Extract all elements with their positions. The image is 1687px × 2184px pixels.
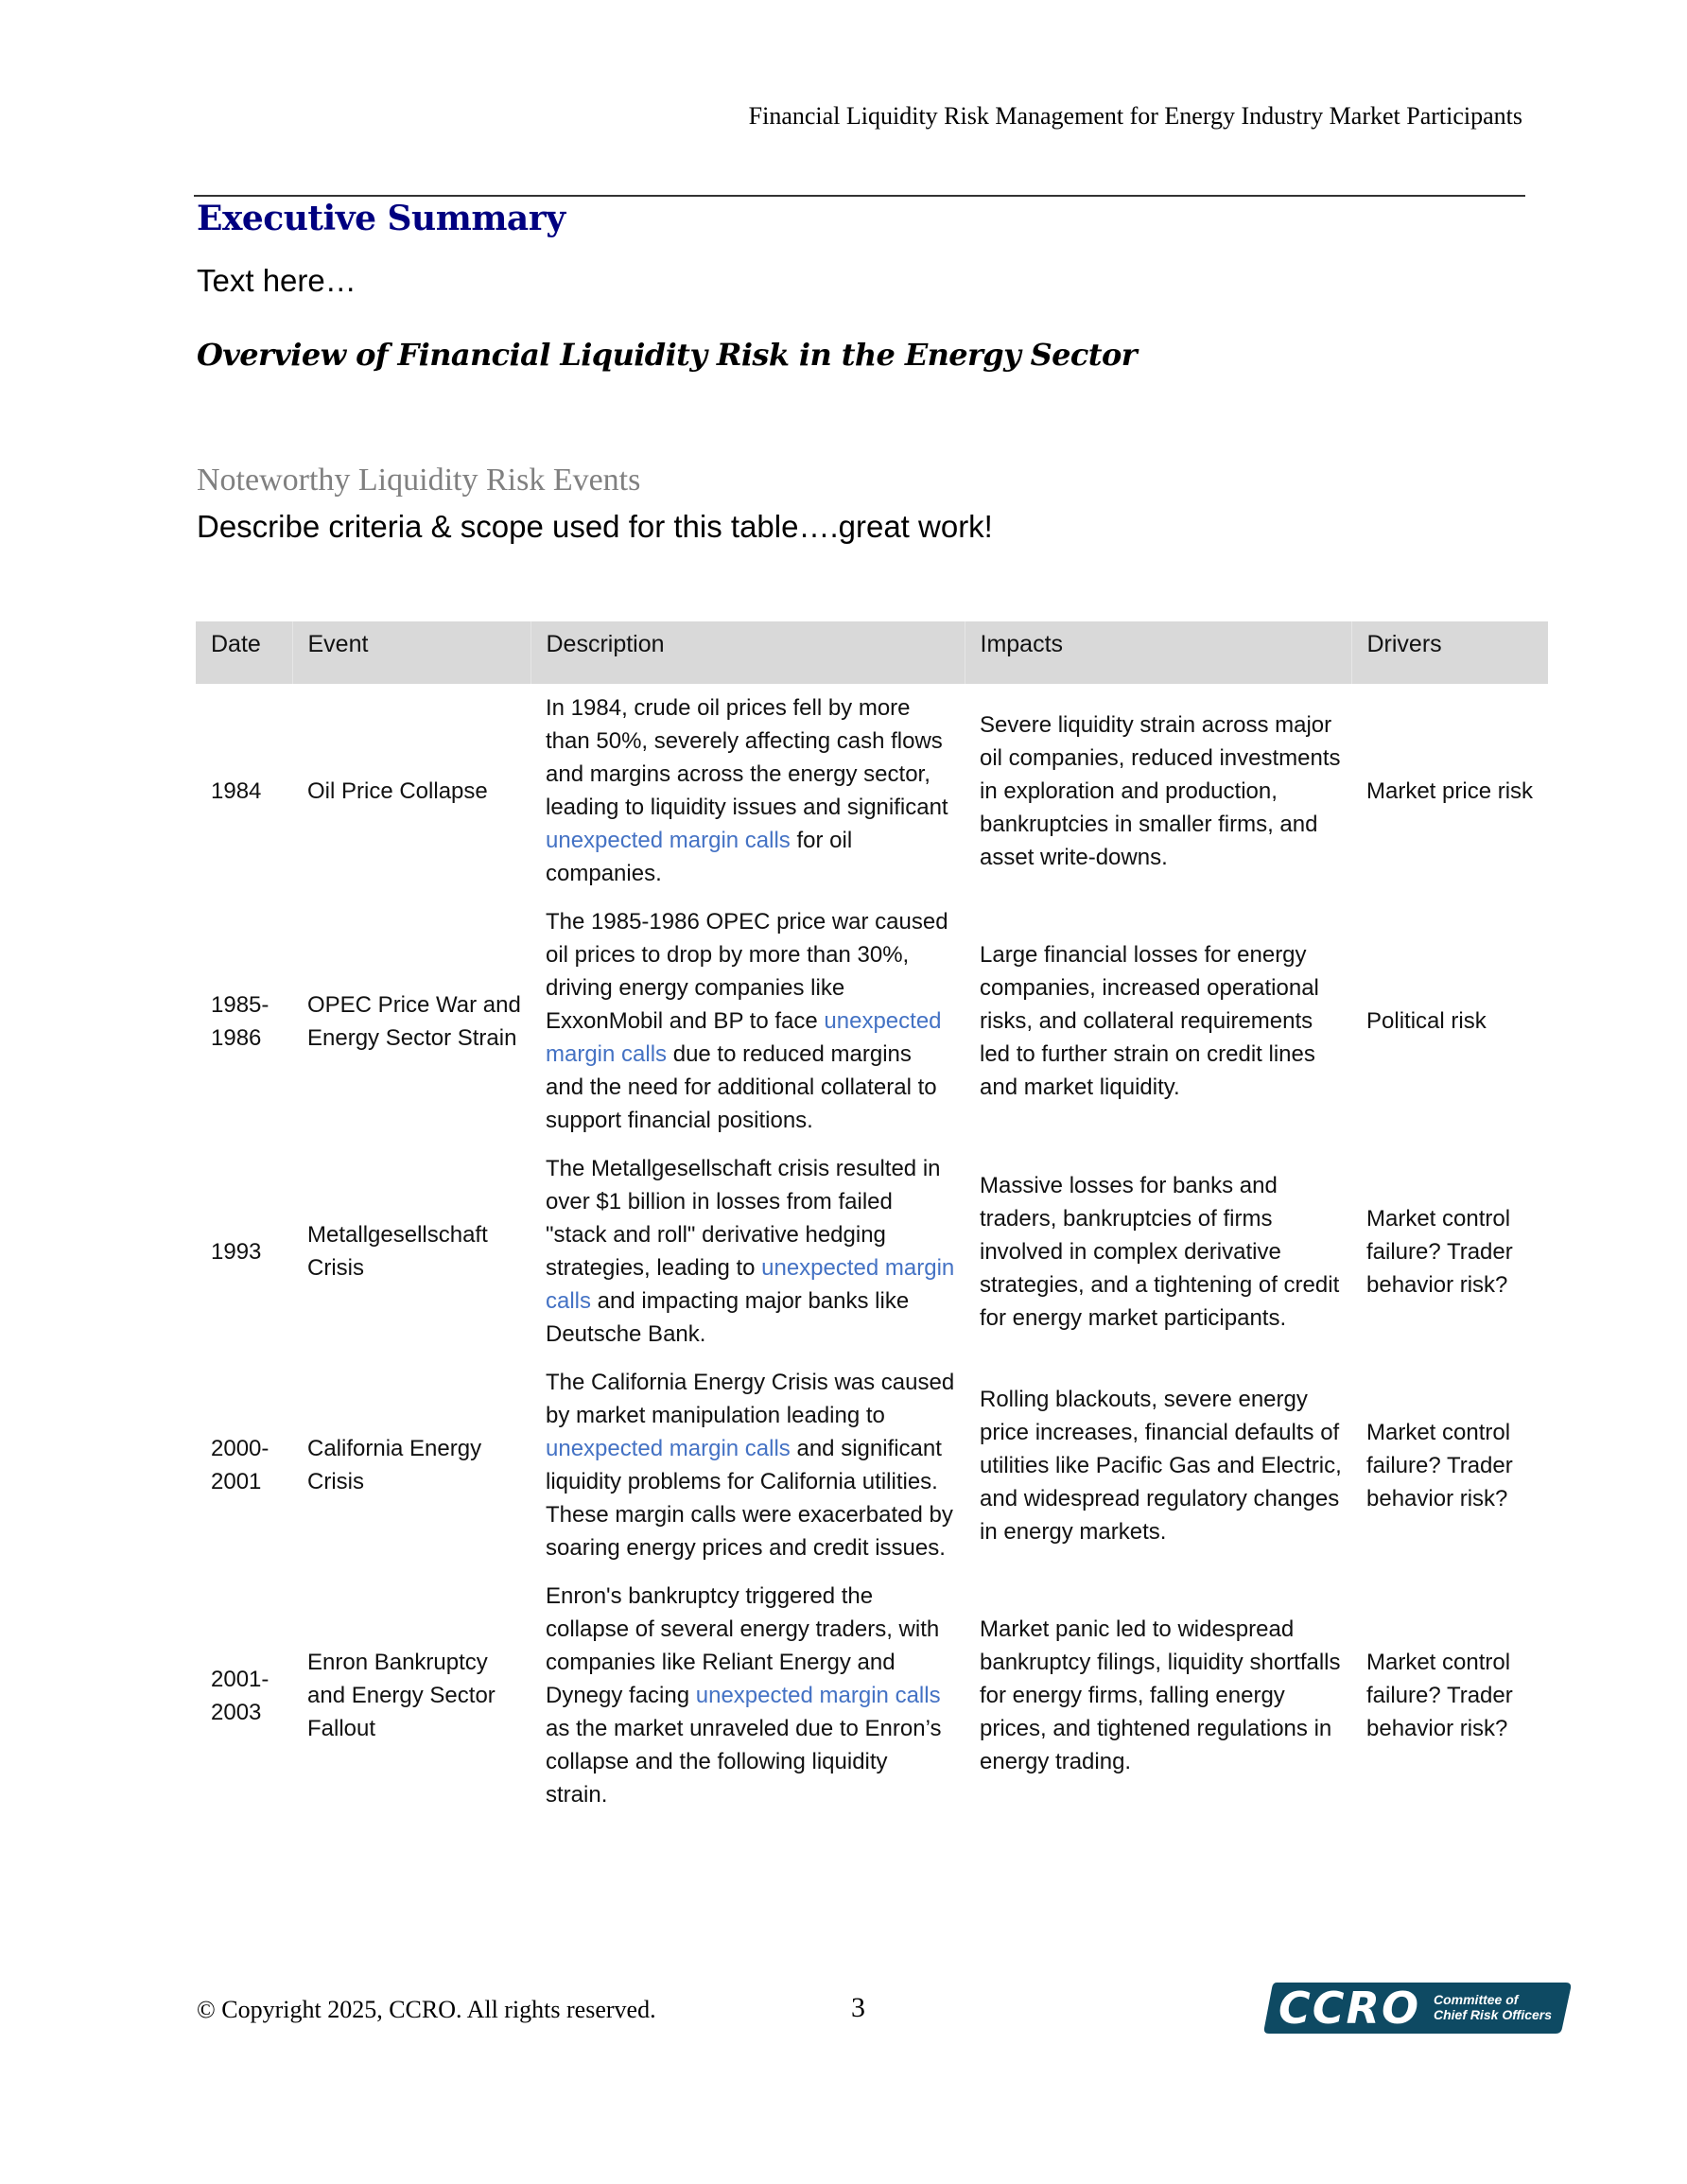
table-row <box>196 684 1548 898</box>
cell-date <box>196 684 292 898</box>
logo-subtitle-line: Chief Risk Officers <box>1434 2007 1553 2022</box>
logo-wordmark: CCRO <box>1278 1983 1421 2034</box>
header-rule <box>194 195 1525 197</box>
cell-impacts: Market panic led to widespread bankruptcy filings, liquidity shortfalls for energy firms, falling energy prices, and tightened regulations in energy trading. <box>980 1616 1341 1774</box>
cell-description <box>530 684 965 898</box>
table-row <box>196 1572 1548 1819</box>
cell-date <box>196 1572 292 1819</box>
description-text: In 1984, crude oil prices fell by more than 50%, severely affecting cash flows and margins across the energy sector, leading to liquidity issues and significant <box>546 695 948 820</box>
cell-drivers: Market control failure? Trader behavior risk? <box>1366 1205 1513 1298</box>
description-text: The 1985-1986 OPEC price war caused oil prices to drop by more than 30%, driving energy companies like ExxonMobil and BP to face <box>546 909 948 1034</box>
page-number: 3 <box>851 1992 865 2023</box>
cell-drivers: Market control failure? Trader behavior risk? <box>1366 1419 1513 1511</box>
cell-date <box>196 898 292 1144</box>
running-header: Financial Liquidity Risk Management for Energy Industry Market Participants <box>748 102 1522 130</box>
events-note: Describe criteria & scope used for this table….great work! <box>197 509 993 544</box>
description-text: Enron's bankruptcy triggered the collapse of several energy traders, with companies like Reliant Energy and Dynegy facing <box>546 1583 940 1708</box>
margin-calls-link[interactable]: unexpected margin calls <box>546 828 791 853</box>
cell-impacts: Severe liquidity strain across major oil companies, reduced investments in exploration and production, bankruptcies in smaller firms, and asset write-downs. <box>980 711 1341 870</box>
table-row <box>196 1358 1548 1572</box>
description-text: and significant liquidity problems for California utilities. These margin calls were exacerbated by soaring energy prices and credit issues. <box>546 1436 953 1561</box>
margin-calls-link[interactable]: unexpected margin calls <box>546 1436 791 1461</box>
cell-drivers: Market control failure? Trader behavior risk? <box>1366 1650 1513 1741</box>
cell-impacts: Massive losses for banks and traders, bankruptcies of firms involved in complex derivative strategies, and a tightening of credit for energy market participants. <box>980 1172 1340 1331</box>
column-header-event: Event <box>292 621 530 684</box>
cell-event: California Energy Crisis <box>307 1436 482 1494</box>
liquidity-events-table <box>196 621 1548 1819</box>
table-header-row <box>196 621 1548 684</box>
description-text: The Metallgesellschaft crisis resulted in over $1 billion in losses from failed "stack and roll" derivative hedging strategies, leading to <box>546 1156 941 1281</box>
description-text: and impacting major banks like Deutsche Bank. <box>546 1288 910 1347</box>
cell-date <box>196 1144 292 1358</box>
description-text: as the market unraveled due to Enron’s collapse and the following liquidity strain. <box>546 1716 942 1808</box>
date-text: 1984 <box>211 778 262 804</box>
margin-calls-link[interactable]: unexpected margin calls <box>546 1008 942 1067</box>
column-header-date: Date <box>196 621 292 684</box>
section-title-executive-summary: Executive Summary <box>197 199 565 238</box>
cell-event: Metallgesellschaft Crisis <box>307 1222 488 1281</box>
cell-impacts: Rolling blackouts, severe energy price increases, financial defaults of utilities like Pacific Gas and Electric, and widespread regulatory changes in energy markets. <box>980 1386 1342 1545</box>
cell-impacts: Large financial losses for energy companies, increased operational risks, and collateral requirements led to further strain on credit lines and market liquidity. <box>980 942 1319 1100</box>
date-text: 1993 <box>211 1238 262 1265</box>
ccro-logo <box>1263 1983 1572 2034</box>
table-row <box>196 1144 1548 1358</box>
column-header-drivers: Drivers <box>1351 621 1548 684</box>
margin-calls-link[interactable]: unexpected margin calls <box>695 1683 941 1708</box>
footer-copyright: © Copyright 2025, CCRO. All rights reserved. <box>197 1996 656 2023</box>
description-text: due to reduced margins and the need for additional collateral to support financial positions. <box>546 1041 937 1133</box>
logo-subtitle-line: Committee of <box>1434 1992 1519 2007</box>
cell-description <box>530 898 965 1144</box>
column-header-description: Description <box>530 621 965 684</box>
subsection-title-events: Noteworthy Liquidity Risk Events <box>197 463 641 498</box>
date-text: 2001- 2003 <box>211 1666 270 1725</box>
cell-description <box>530 1572 965 1819</box>
cell-date <box>196 1358 292 1572</box>
table-row <box>196 898 1548 1144</box>
column-header-impacts: Impacts <box>965 621 1351 684</box>
cell-description <box>530 1358 965 1572</box>
cell-event: Oil Price Collapse <box>307 778 488 804</box>
cell-drivers: Market price risk <box>1366 778 1534 804</box>
date-text: 1985- 1986 <box>211 991 270 1051</box>
logo-subtitle <box>1434 1992 1566 2022</box>
date-text: 2000- 2001 <box>211 1436 270 1494</box>
cell-drivers: Political risk <box>1366 1008 1487 1034</box>
description-text: The California Energy Crisis was caused by market manipulation leading to <box>546 1370 955 1428</box>
executive-summary-text: Text here… <box>197 263 357 298</box>
subsection-title-overview: Overview of Financial Liquidity Risk in the Energy Sector <box>197 337 1137 373</box>
cell-event: Enron Bankruptcy and Energy Sector Fallout <box>307 1650 496 1741</box>
cell-description <box>530 1144 965 1358</box>
margin-calls-link[interactable]: unexpected margin calls <box>546 1255 955 1314</box>
description-text: for oil companies. <box>546 828 853 886</box>
cell-event: OPEC Price War and Energy Sector Strain <box>307 991 521 1051</box>
